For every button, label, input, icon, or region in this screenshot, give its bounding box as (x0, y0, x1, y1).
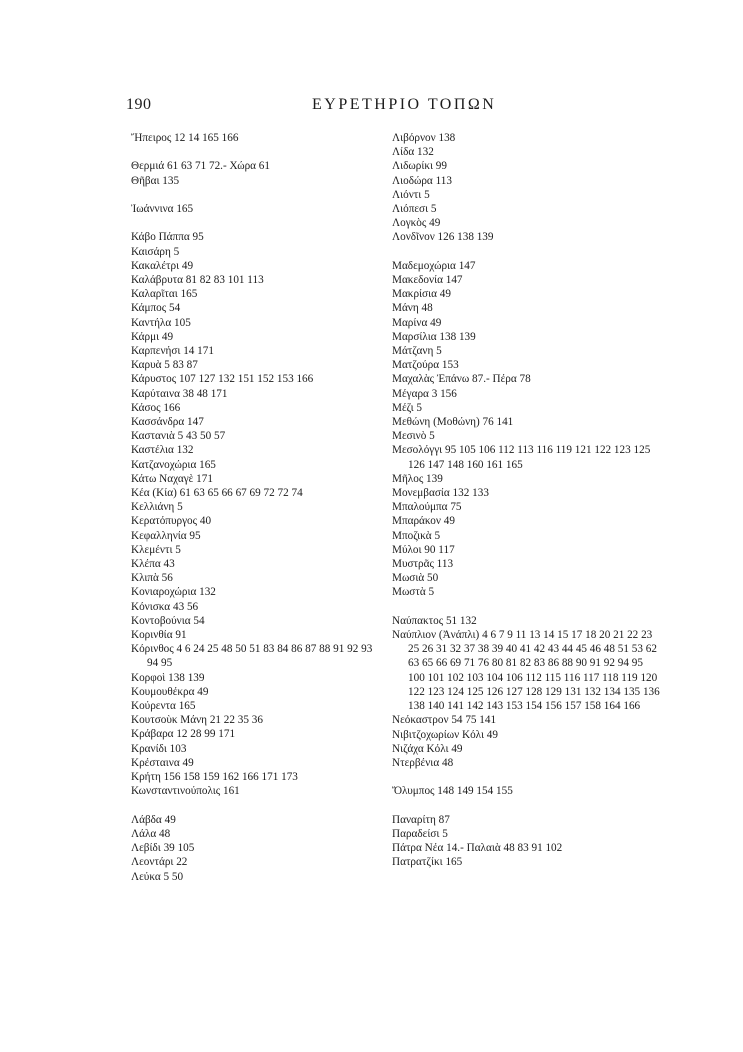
index-entry: Κράβαρα 12 28 99 171 (131, 728, 236, 741)
index-entry: Κουτσοὺκ Μάνη 21 22 35 36 (131, 714, 263, 727)
index-entry: Λιόντι 5 (392, 188, 430, 201)
index-entry: Κόρινθος 4 6 24 25 48 50 51 83 84 86 87 88 91 92 93 94 95 (131, 643, 373, 670)
index-entry: Μαρσίλια 138 139 (392, 330, 476, 343)
index-entry: Καρπενήσι 14 171 (131, 345, 214, 357)
index-entry: Μαδεμοχώρια 147 (392, 259, 476, 272)
index-entry: Μπαράκον 49 (392, 515, 455, 528)
index-entry: Ἰωάννινα 165 (131, 202, 194, 215)
page-number: 190 (126, 96, 152, 113)
index-entry: Καισάρη 5 (131, 245, 180, 258)
index-entry: Κονιαροχώρια 132 (131, 586, 216, 599)
index-entry: Μέγαρα 3 156 (392, 387, 457, 400)
index-entry: Μαρίνα 49 (392, 316, 442, 329)
index-entry: Καλαρῖται 165 (131, 288, 198, 301)
index-entry: Κούρεντα 165 (131, 700, 196, 713)
index-entry: Μεθώνη (Μοθώνη) 76 141 (392, 416, 514, 429)
index-entry: Κελλιάνη 5 (131, 501, 183, 514)
index-group-gap (131, 188, 386, 202)
index-entry: Καντήλα 105 (131, 316, 191, 329)
index-entry: Κλεμέντι 5 (131, 543, 181, 556)
index-entry: Καλάβρυτα 81 82 83 101 113 (131, 273, 264, 286)
index-entry: Λογκὸς 49 (392, 217, 441, 230)
index-entry: Νιζάχα Κόλι 49 (392, 742, 463, 755)
index-entry: Κοντοβούνια 54 (131, 614, 205, 627)
index-entry: Καστέλια 132 (131, 444, 194, 457)
index-column-left (131, 131, 386, 884)
index-entry: Παραδείσι 5 (392, 827, 448, 840)
index-entry: Λίδα 132 (392, 146, 434, 159)
index-entry: Κατζανοχώρια 165 (131, 458, 216, 471)
index-entry: Καρυὰ 5 83 87 (131, 359, 198, 372)
index-entry: Μπαλούμπα 75 (392, 501, 462, 514)
index-entry: Κερατόπυργος 40 (131, 515, 212, 528)
index-entry: Κουμουθέκρα 49 (131, 685, 209, 698)
index-entry: Κασσάνδρα 147 (131, 416, 204, 429)
index-column-right (392, 131, 662, 870)
index-entry: Λονδῖνον 126 138 139 (392, 231, 494, 244)
index-entry: Μονεμβασία 132 133 (392, 487, 489, 500)
index-entry: Νιβιτζοχωρίων Κόλι 49 (392, 728, 498, 741)
index-group-gap (392, 600, 662, 614)
index-entry: Κεφαλληνία 95 (131, 529, 201, 542)
index-entry: Λιόπεσι 5 (392, 203, 437, 216)
index-entry: Ματζούρα 153 (392, 359, 459, 372)
index-entry: Μυστρᾶς 113 (392, 558, 454, 571)
index-entry: Πάτρα Νέα 14.- Παλαιὰ 48 83 91 102 (392, 842, 563, 855)
index-entry: Ὄλυμπος 148 149 154 155 (392, 785, 513, 798)
index-entry: Κορινθία 91 (131, 629, 187, 642)
page-title: ΕΥΡΕΤΗΡΙΟ ΤΟΠΩΝ (312, 96, 497, 113)
index-entry: Λιβόρνον 138 (392, 132, 456, 144)
index-entry: Κρήτη 156 158 159 162 166 171 173 (131, 771, 298, 784)
index-group-gap (131, 799, 386, 813)
index-entry: Μακρίσια 49 (392, 288, 451, 301)
index-entry: Λάβδα 49 (131, 813, 176, 826)
index-entry: Μποζικὰ 5 (392, 529, 441, 542)
index-entry: Κλιπὰ 56 (131, 572, 173, 585)
index-group-gap (131, 216, 386, 230)
index-entry: Κάβο Πάππα 95 (131, 231, 204, 244)
index-group-gap (131, 145, 386, 159)
index-entry: Μωστὰ 5 (392, 586, 435, 599)
index-entry: Ναύπλιον (Ἀνάπλι) 4 6 7 9 11 13 14 15 17 18 20 21 22 23 25 26 31 32 37 38 39 40 41 42 43 44 45 46 48 51 53 62 63 65 66 69 71 76 80 81 82 83 86 88 90 91 92 94 95 100 101 102 103 104 106 112 115 116 117 118 119 120 122 123 124 125 126 127 128 129 131 132 134 135 136 138 140 141 142 143 153 154 156 157 158 164 166 (392, 629, 660, 713)
index-entry: Μῆλος 139 (392, 472, 443, 485)
index-entry: Καρύταινα 38 48 171 (131, 387, 228, 400)
index-group-gap (392, 245, 662, 259)
index-entry: Κάσος 166 (131, 401, 181, 414)
index-entry: Μάτζανη 5 (392, 345, 442, 358)
index-entry: Λάλα 48 (131, 827, 171, 840)
index-entry: Μέζι 5 (392, 401, 423, 414)
index-entry: Κλέπα 43 (131, 558, 175, 571)
index-entry: Θερμιά 61 63 71 72.- Χώρα 61 (131, 160, 270, 173)
index-entry: Κόνισκα 43 56 (131, 600, 199, 613)
index-entry: Παναρίτη 87 (392, 813, 450, 826)
index-entry: Κρανίδι 103 (131, 742, 187, 755)
index-entry: Θῆβαι 135 (131, 174, 180, 187)
index-entry: Μεσινὸ 5 (392, 430, 435, 443)
index-entry: Μεσολόγγι 95 105 106 112 113 116 119 121 122 123 125 126 147 148 160 161 165 (392, 444, 651, 471)
index-entry: Μάνη 48 (392, 302, 433, 315)
index-entry: Κρέσταινα 49 (131, 756, 194, 769)
index-entry: Πατρατζίκι 165 (392, 856, 463, 869)
index-entry: Μύλοι 90 117 (392, 543, 455, 556)
index-entry: Λεύκα 5 50 (131, 870, 184, 883)
index-entry: Κάρυστος 107 127 132 151 152 153 166 (131, 373, 314, 386)
index-group-gap (392, 770, 662, 784)
index-entry: Λεβίδι 39 105 (131, 842, 195, 855)
index-entry: Λεοντάρι 22 (131, 856, 188, 869)
index-entry: Ναύπακτος 51 132 (392, 614, 477, 627)
index-entry: Κάμπος 54 (131, 302, 181, 315)
index-entry: Κέα (Κία) 61 63 65 66 67 69 72 72 74 (131, 487, 303, 500)
index-entry: Μαχαλὰς Ἐπάνω 87.- Πέρα 78 (392, 373, 531, 386)
index-entry: Κάτω Ναχαγὲ 171 (131, 472, 213, 485)
index-entry: Λιδωρίκι 99 (392, 160, 447, 173)
index-group-gap (392, 799, 662, 813)
index-entry: Μωσιὰ 50 (392, 572, 439, 585)
index-entry: Κωνσταντινούπολις 161 (131, 785, 240, 798)
index-entry: Κορφοὶ 138 139 (131, 671, 205, 684)
index-entry: Ἤπειρος 12 14 165 166 (131, 132, 239, 144)
index-entry: Ντερβένια 48 (392, 756, 454, 769)
index-entry: Κακαλέτρι 49 (131, 259, 194, 272)
index-entry: Μακεδονία 147 (392, 274, 463, 287)
index-entry: Καστανιὰ 5 43 50 57 (131, 430, 226, 443)
index-entry: Νεόκαστρον 54 75 141 (392, 714, 497, 727)
index-entry: Λιοδώρα 113 (392, 174, 452, 187)
index-entry: Κάρμι 49 (131, 330, 174, 343)
